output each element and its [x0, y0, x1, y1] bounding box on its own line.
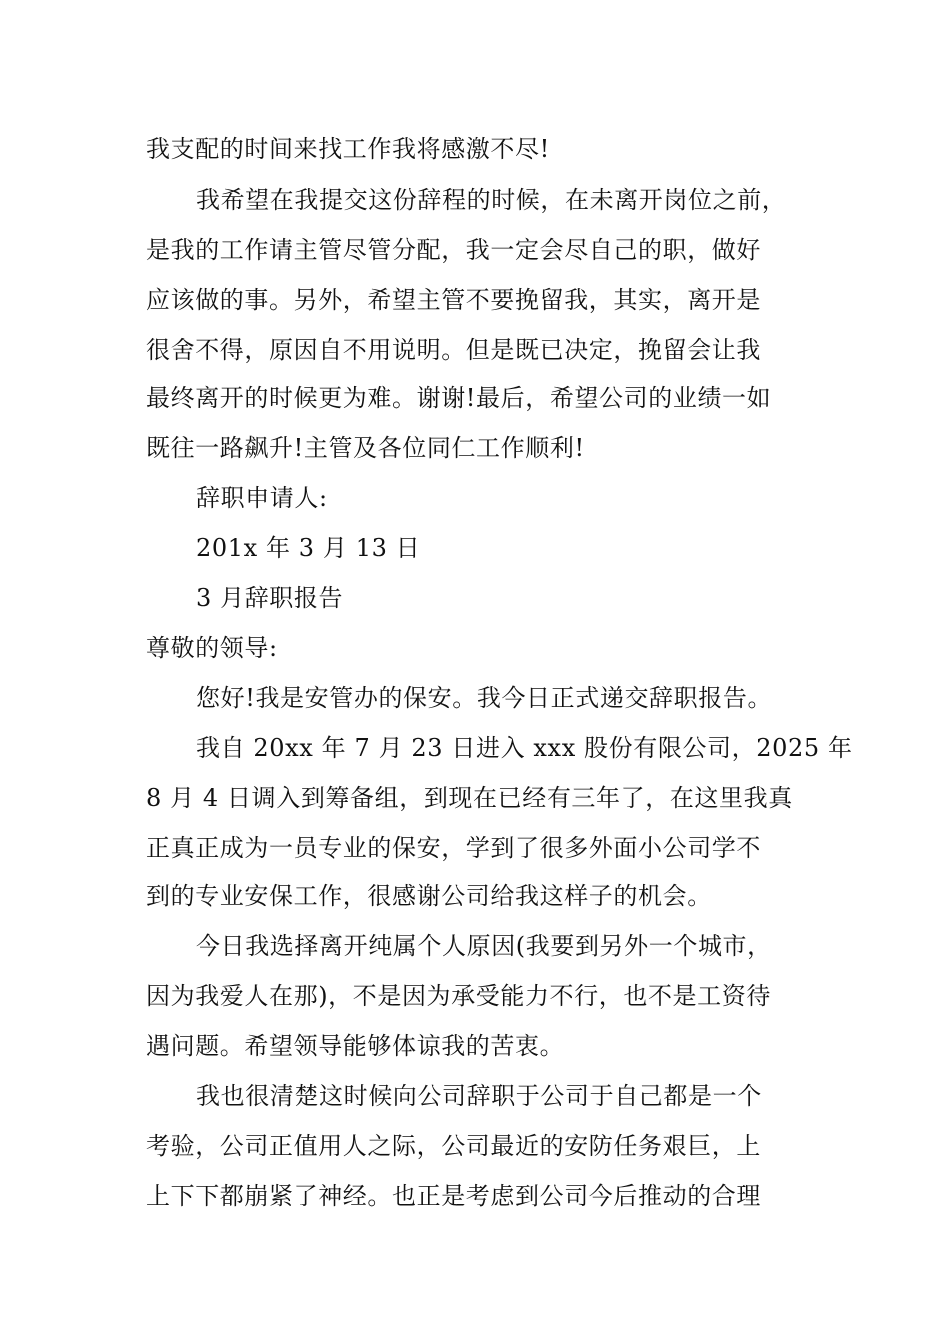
text-line: 考验，公司正值用人之际，公司最近的安防任务艰巨，上: [146, 1132, 761, 1160]
text-line: 我自 20xx 年 7 月 23 日进入 xxx 股份有限公司，2025 年: [196, 734, 853, 762]
text-line: 很舍不得，原因自不用说明。但是既已决定，挽留会让我: [146, 336, 761, 364]
signature-label: 辞职申请人:: [196, 484, 328, 512]
text-line: 既往一路飙升!主管及各位同仁工作顺利!: [146, 434, 585, 462]
text-line: 我希望在我提交这份辞程的时候，在未离开岗位之前，: [196, 186, 787, 214]
section-title: 3 月辞职报告: [196, 584, 344, 612]
text-line: 是我的工作请主管尽管分配，我一定会尽自己的职，做好: [146, 236, 761, 264]
text-line: 上下下都崩紧了神经。也正是考虑到公司今后推动的合理: [146, 1182, 761, 1210]
text-line: 今日我选择离开纯属个人原因(我要到另外一个城市，: [196, 932, 772, 960]
text-line: 遇问题。希望领导能够体谅我的苦衷。: [146, 1032, 565, 1060]
text-line: 我也很清楚这时候向公司辞职于公司于自己都是一个: [196, 1082, 762, 1110]
text-line: 正真正成为一员专业的保安，学到了很多外面小公司学不: [146, 834, 761, 862]
text-line: 8 月 4 日调入到筹备组，到现在已经有三年了，在这里我真: [146, 784, 793, 812]
salutation: 尊敬的领导:: [146, 634, 278, 662]
text-line: 您好!我是安管办的保安。我今日正式递交辞职报告。: [196, 684, 773, 712]
date-line: 201x 年 3 月 13 日: [196, 534, 421, 562]
text-line: 因为我爱人在那)，不是因为承受能力不行，也不是工资待: [146, 982, 771, 1010]
text-line: 我支配的时间来找工作我将感激不尽!: [146, 135, 550, 163]
text-line: 应该做的事。另外，希望主管不要挽留我，其实，离开是: [146, 286, 761, 314]
text-line: 到的专业安保工作，很感谢公司给我这样子的机会。: [146, 882, 712, 910]
text-line: 最终离开的时候更为难。谢谢!最后，希望公司的业绩一如: [146, 384, 772, 412]
